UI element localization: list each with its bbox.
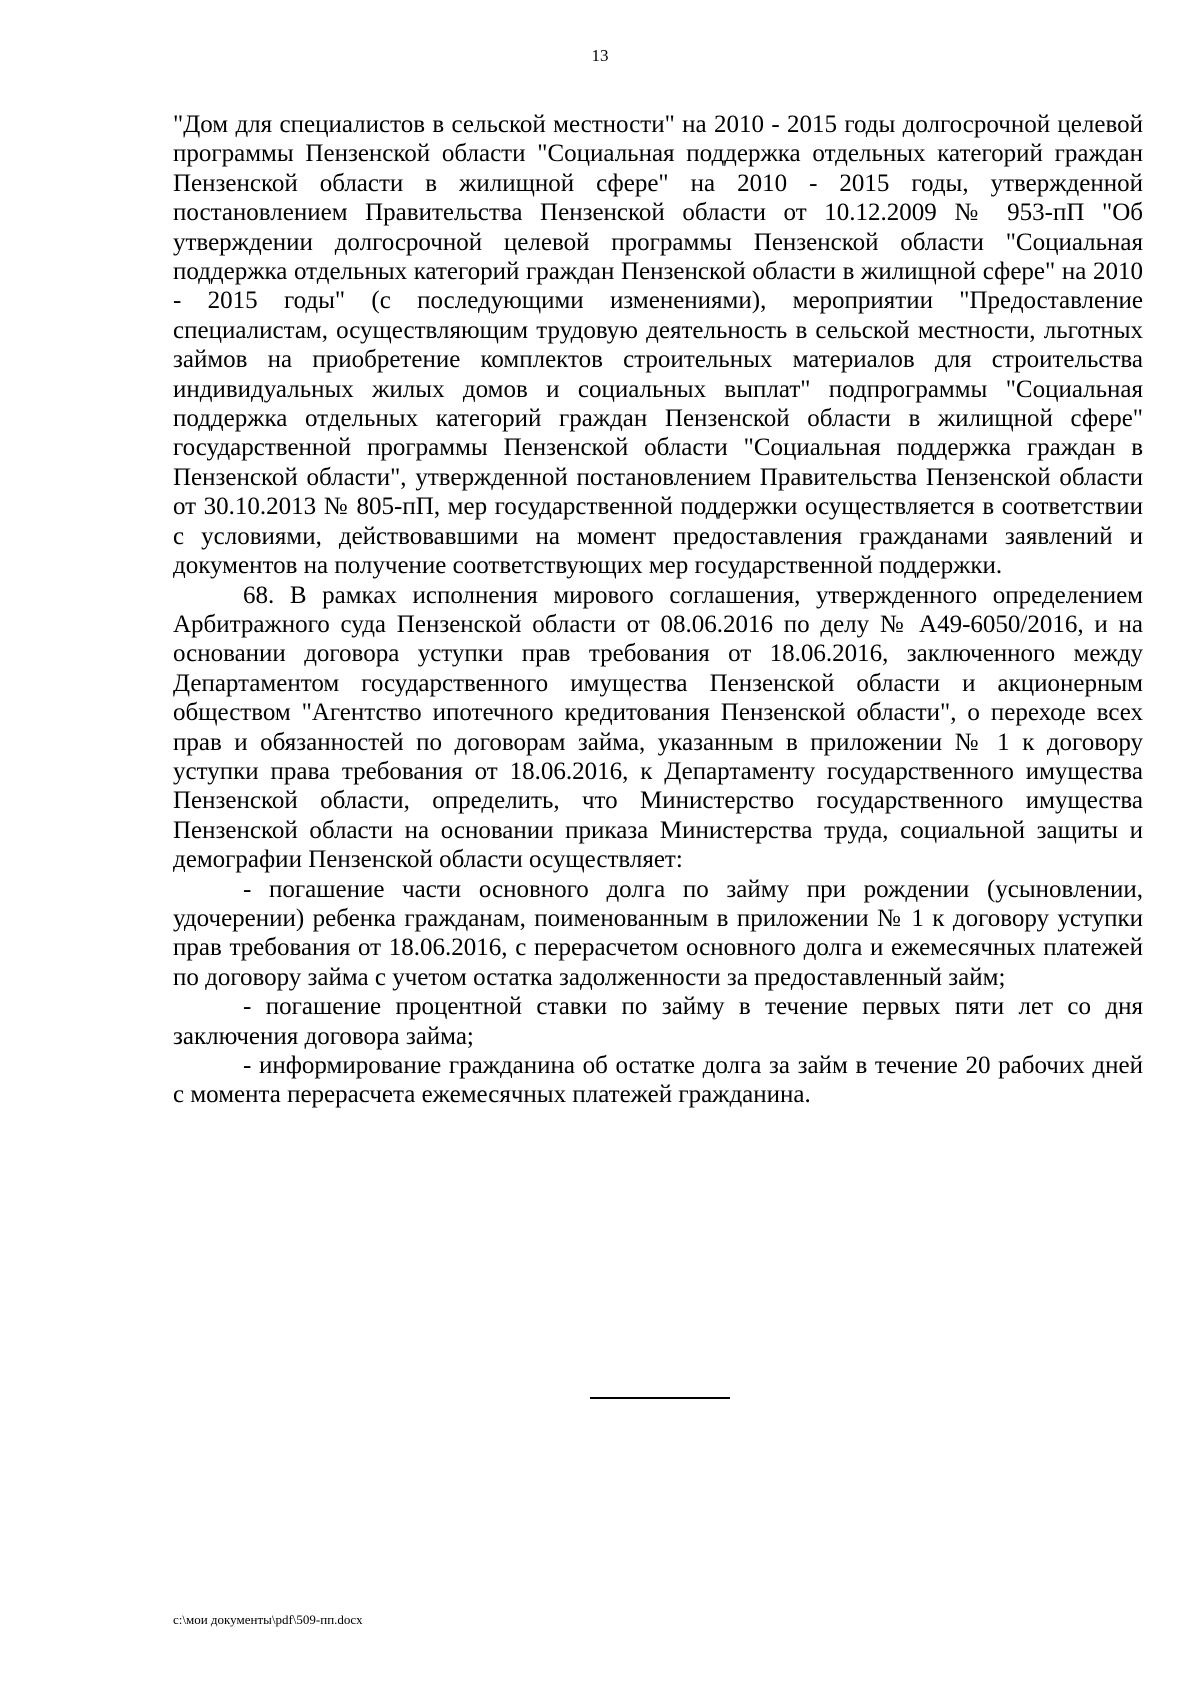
footer-file-path: c:\мои документы\pdf\509-пп.docx (173, 1612, 363, 1627)
list-item-debt-notification: - информирование гражданина об остатке долга за займ в течение 20 рабочих дней с момента перерасчета ежемесячных платежей гражданина. (173, 1052, 1143, 1109)
page-number: 13 (591, 46, 609, 65)
list-item-interest-repayment: - погашение процентной ставки по займу в течение первых пяти лет со дня заключения договора займа; (173, 993, 1143, 1050)
end-of-document-rule (590, 1397, 730, 1399)
paragraph-continuation: "Дом для специалистов в сельской местности" на 2010 - 2015 годы долгосрочной целевой программы Пензенской области "Социальная поддержка отдельных категорий граждан Пензенской области в жилищной сфере" на 2010 - 2015 годы, утвержденной постановлением Правительства Пензенской области от 10.12.2009 № 953-пП "Об утверждении долгосрочной целевой программы Пензенской области "Социальная поддержка отдельных категорий граждан Пензенской области в жилищной сфере" на 2010 - 2015 годы" (с последующими изменениями), мероприятии "Предоставление специалистам, осуществляющим трудовую деятельность в сельской местности, льготных займов на приобретение комплектов строительных материалов для строительства индивидуальных жилых домов и социальных выплат" подпрограммы "Социальная поддержка отдельных категорий граждан Пензенской области в жилищной сфере" государственной программы Пензенской области "Социальная поддержка граждан в Пензенской области", утвержденной постановлением Правительства Пензенской области от 30.10.2013 № 805-пП, мер государственной поддержки осуществляется в соответствии с условиями, действовавшими на момент предоставления гражданами заявлений и документов на получение соответствующих мер государственной поддержки. (173, 111, 1143, 580)
paragraph-item-68: 68. В рамках исполнения мирового соглашения, утвержденного определением Арбитражного суда Пензенской области от 08.06.2016 по делу № А49-6050/2016, и на основании договора уступки прав требования от 18.06.2016, заключенного между Департаментом государственного имущества Пензенской области и акционерным обществом "Агентство ипотечного кредитования Пензенской области", о переходе всех прав и обязанностей по договорам займа, указанным в приложении № 1 к договору уступки права требования от 18.06.2016, к Департаменту государственного имущества Пензенской области, определить, что Министерство государственного имущества Пензенской области на основании приказа Министерства труда, социальной защиты и демографии Пензенской области осуществляет: (173, 581, 1143, 874)
document-body (173, 110, 1143, 1110)
list-item-debt-repayment: - погашение части основного долга по займу при рождении (усыновлении, удочерении) ребенка гражданам, поименованным в приложении № 1 к договору уступки прав требования от 18.06.2016, с перерасчетом основного долга и ежемесячных платежей по договору займа с учетом остатка задолженности за предоставленный займ; (173, 875, 1143, 991)
